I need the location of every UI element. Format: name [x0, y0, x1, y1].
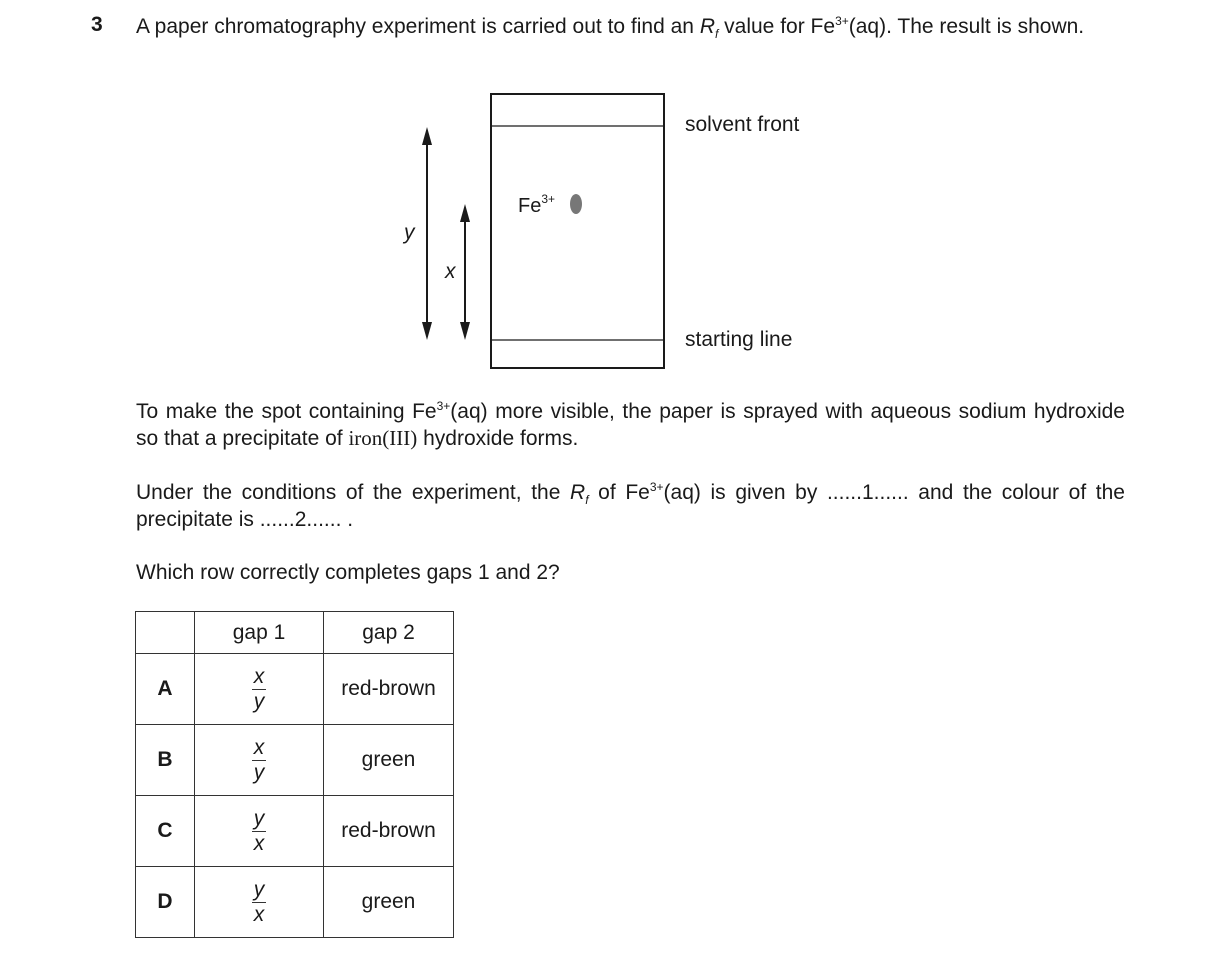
paragraph-gaps: Under the conditions of the experiment, the $R_f$ of $Fe^{3+}(aq)$ is given by ......1...... and the colour of the precipitate is ......2...... . — [136, 480, 1125, 531]
y-arrow-head-top — [422, 127, 432, 145]
paragraph-spray: To make the spot containing $Fe^{3+}(aq)$ more visible, the paper is sprayed with aqueous sodium hydroxide so that a precipitate of iron(III) hydroxide forms. — [136, 399, 1125, 450]
header-cell-gap1: gap 1 — [195, 612, 324, 654]
fraction-denominator: x — [253, 831, 265, 855]
fraction-numerator: y — [253, 877, 265, 901]
x-arrow-head-top — [460, 204, 470, 222]
gap2-colour: red-brown — [324, 654, 454, 725]
table-header-row — [136, 612, 454, 654]
table-row — [136, 654, 454, 725]
fraction-denominator: y — [253, 689, 265, 713]
question-number: 3 — [91, 13, 103, 36]
table-row — [136, 867, 454, 938]
header-cell-gap2: gap 2 — [324, 612, 454, 654]
question-prompt: Which row correctly completes gaps 1 and 2? — [136, 561, 560, 584]
gap1-fraction — [195, 867, 324, 938]
question-intro: A paper chromatography experiment is carried out to find an $R_f$ value for $Fe^{3+}(aq)$. The result is shown. — [136, 14, 1085, 42]
option-letter: A — [136, 654, 195, 725]
x-arrow-head-bottom — [460, 322, 470, 340]
solvent-front-label: solvent front — [685, 113, 800, 136]
gap2-colour: red-brown — [324, 796, 454, 867]
fraction-denominator: y — [253, 760, 265, 784]
fraction-numerator: y — [253, 806, 265, 830]
spot-label: $Fe^{3+}$ — [518, 192, 556, 217]
gap1-fraction — [195, 725, 324, 796]
gap2-colour: green — [324, 725, 454, 796]
table-row — [136, 725, 454, 796]
header-cell-letter — [136, 612, 195, 654]
answer-table — [135, 611, 454, 938]
fraction-denominator: x — [253, 902, 265, 926]
y-label: y — [404, 221, 415, 244]
table-row — [136, 796, 454, 867]
gap2-colour: green — [324, 867, 454, 938]
gap1-fraction — [195, 654, 324, 725]
option-letter: D — [136, 867, 195, 938]
paper-strip — [491, 94, 664, 368]
fe-spot — [570, 194, 582, 214]
x-label: x — [445, 260, 456, 283]
option-letter: C — [136, 796, 195, 867]
fraction-numerator: x — [253, 664, 265, 688]
chromatography-diagram — [0, 0, 1216, 400]
option-letter: B — [136, 725, 195, 796]
starting-line-label: starting line — [685, 328, 793, 351]
gap1-fraction — [195, 796, 324, 867]
y-arrow-head-bottom — [422, 322, 432, 340]
fraction-numerator: x — [253, 735, 265, 759]
